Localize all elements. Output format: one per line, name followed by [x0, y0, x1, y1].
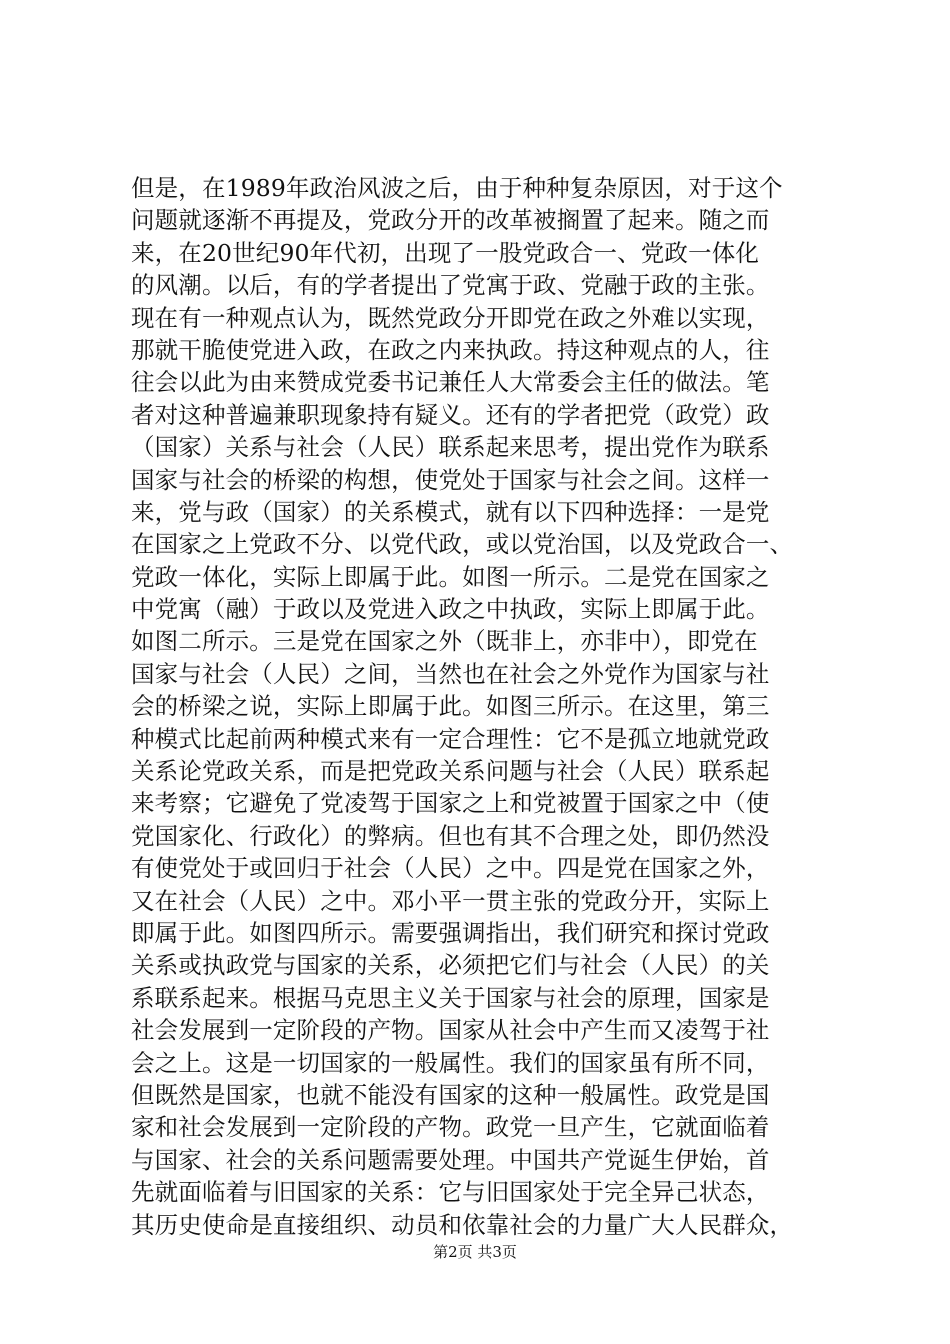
- text-line: 国家与社会的桥梁的构想，使党处于国家与社会之间。这样一: [131, 465, 770, 494]
- text-line: 党政一体化，实际上即属于此。如图一所示。二是党在国家之: [131, 562, 770, 591]
- text-line: 在国家之上党政不分、以党代政，或以党治国，以及党政合一、: [131, 530, 794, 559]
- text-line: （国家）关系与社会（人民）联系起来思考，提出党作为联系: [131, 433, 770, 462]
- text-line: 有使党处于或回归于社会（人民）之中。四是党在国家之外，: [131, 854, 770, 883]
- text-line: 种模式比起前两种模式来有一定合理性：它不是孤立地就党政: [131, 724, 770, 753]
- text-line: 党国家化、行政化）的弊病。但也有其不合理之处，即仍然没: [131, 821, 770, 850]
- text-line: 关系或执政党与国家的关系，必须把它们与社会（人民）的关: [131, 951, 770, 980]
- text-line: 关系论党政关系，而是把党政关系问题与社会（人民）联系起: [131, 757, 770, 786]
- text-line: 来，党与政（国家）的关系模式，就有以下四种选择：一是党: [131, 497, 770, 526]
- text-line: 社会发展到一定阶段的产物。国家从社会中产生而又凌驾于社: [131, 1016, 770, 1045]
- text-line: 如图二所示。三是党在国家之外（既非上，亦非中），即党在: [131, 627, 758, 656]
- text-line: 其历史使命是直接组织、动员和依靠社会的力量广大人民群众，: [131, 1210, 794, 1239]
- text-line: 但既然是国家，也就不能没有国家的这种一般属性。政党是国: [131, 1080, 770, 1109]
- text-line: 的风潮。以后，有的学者提出了党寓于政、党融于政的主张。: [131, 271, 770, 300]
- text-line: 但是，在1989年政治风波之后，由于种种复杂原因，对于这个: [131, 174, 783, 202]
- text-line: 会之上。这是一切国家的一般属性。我们的国家虽有所不同，: [131, 1048, 770, 1077]
- page-footer: 第2页 共3页: [433, 1243, 517, 1261]
- body-paragraph: [131, 172, 831, 1241]
- text-line: 家和社会发展到一定阶段的产物。政党一旦产生，它就面临着: [131, 1113, 770, 1142]
- text-line: 现在有一种观点认为，既然党政分开即党在政之外难以实现，: [131, 303, 770, 332]
- text-line: 系联系起来。根据马克思主义关于国家与社会的原理，国家是: [131, 983, 770, 1012]
- text-line: 国家与社会（人民）之间，当然也在社会之外党作为国家与社: [131, 659, 770, 688]
- text-line: 来考察；它避免了党凌驾于国家之上和党被置于国家之中（使: [131, 789, 770, 818]
- text-line: 会的桥梁之说，实际上即属于此。如图三所示。在这里，第三: [131, 692, 770, 721]
- text-line: 先就面临着与旧国家的关系：它与旧国家处于完全异己状态，: [131, 1178, 770, 1207]
- text-line: 往会以此为由来赞成党委书记兼任人大常委会主任的做法。笔: [131, 368, 770, 397]
- text-line: 者对这种普遍兼职现象持有疑义。还有的学者把党（政党）政: [131, 400, 770, 429]
- text-line: 中党寓（融）于政以及党进入政之中执政，实际上即属于此。: [131, 595, 770, 624]
- text-line: 来，在20世纪90年代初，出现了一股党政合一、党政一体化: [131, 238, 760, 267]
- text-line: 即属于此。如图四所示。需要强调指出，我们研究和探讨党政: [131, 918, 770, 947]
- text-line: 又在社会（人民）之中。邓小平一贯主张的党政分开，实际上: [131, 886, 770, 915]
- text-line: 与国家、社会的关系问题需要处理。中国共产党诞生伊始，首: [131, 1145, 770, 1174]
- text-line: 问题就逐渐不再提及，党政分开的改革被搁置了起来。随之而: [131, 206, 770, 235]
- text-line: 那就干脆使党进入政，在政之内来执政。持这种观点的人，往: [131, 335, 770, 364]
